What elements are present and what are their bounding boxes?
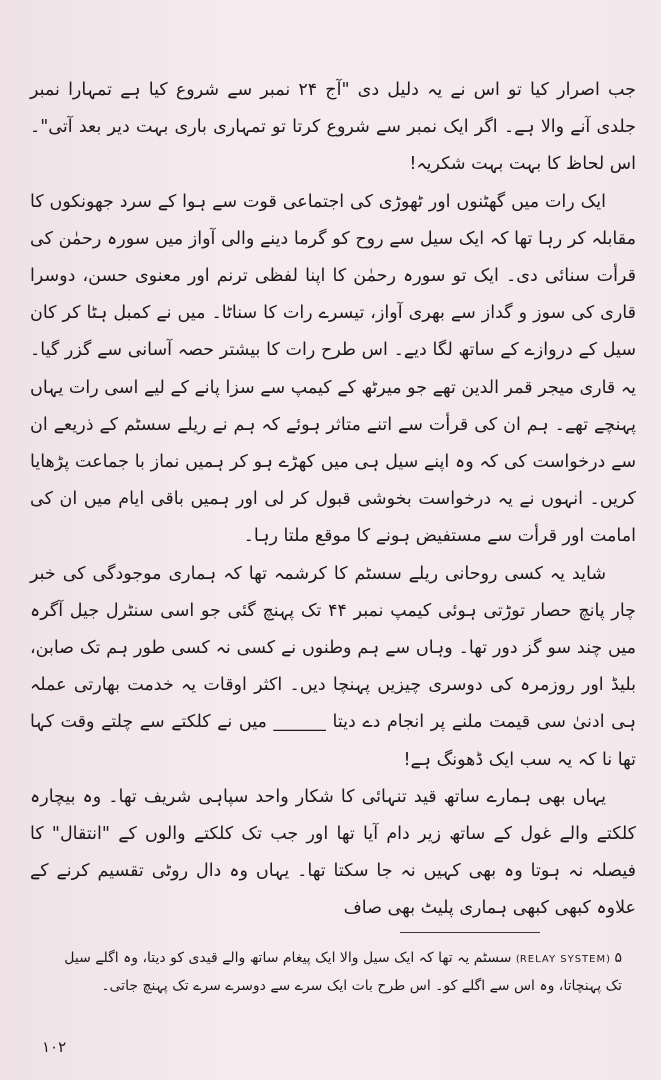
footnote-text: سسٹم یہ تھا کہ ایک سیل والا ایک پیغام ساتھ والے قیدی کو دیتا، وہ اگلے سیل تک پہنچاتا، وہ اس سے اگلے کو۔ اس طرح بات ایک سرے سے دوسرے سرے تک پہنچ جاتی۔: [64, 950, 622, 994]
paragraph-2: ایک رات میں گھٹنوں اور ٹھوڑی کی اجتماعی قوت سے ہوا کے سرد جھونکوں کا مقابلہ کر رہا تھا کہ ایک سیل سے روح کو گرما دینے والی آواز میں سورہ رحمٰن کی قرأت سنائی دی۔ ایک تو سورہ رحمٰن کا اپنا لفظی ترنم اور معنوی حسن، دوسرا قاری کی سوز و گداز سے بھری آواز، تیسرے رات کا سناٹا۔ میں نے کمبل ہٹا کر کان سیل کے دروازے کے ساتھ لگا دیے۔ اس طرح رات کا بیشتر حصہ آسانی سے گزر گیا۔ یہ قاری میجر قمر الدین تھے جو میرٹھ کے کیمپ سے سزا پانے کے لیے اسی رات یہاں پہنچے تھے۔ ہم ان کی قرأت سے اتنے متاثر ہوئے کہ ہم نے ریلے سسٹم کے ذریعے ان سے درخواست کی کہ وہ اپنے سیل ہی میں کھڑے ہو کر ہمیں نماز با جماعت پڑھایا کریں۔ انہوں نے یہ درخواست بخوشی قبول کر لی اور ہمیں باقی ایام میں ان کی امامت اور قرأت سے مستفیض ہونے کا موقع ملتا رہا۔: [30, 191, 636, 547]
footnote-divider: [400, 932, 540, 933]
paragraph-4: یہاں بھی ہمارے ساتھ قید تنہائی کا شکار واحد سپاہی شریف تھا۔ وہ بیچارہ کلکتے والے غول کے ساتھ زیر دام آیا تھا اور جب تک کلکتے والوں کے "انتقال" کا فیصلہ نہ ہوتا وہ بھی کہیں نہ جا سکتا تھا۔ یہاں وہ دال روٹی تقسیم کرنے کے علاوہ کبھی کبھی ہماری پلیٹ بھی صاف: [30, 786, 636, 919]
page-number: ۱۰۲: [42, 1038, 67, 1056]
paragraph-1: جب اصرار کیا تو اس نے یہ دلیل دی "آج ۲۴ نمبر سے شروع کیا ہے تمہارا نمبر جلدی آنے والا ہے۔ اگر ایک نمبر سے شروع کرتا تو تمہاری باری بہت دیر بعد آتی"۔ اس لحاظ کا بہت بہت شکریہ!: [30, 80, 636, 175]
paragraph-3: شاید یہ کسی روحانی ریلے سسٹم کا کرشمہ تھا کہ ہماری موجودگی کی خبر چار پانچ حصار توڑتی ہوئی کیمپ نمبر ۴۴ تک پہنچ گئی جو اسی سنٹرل جیل آگرہ میں چند سو گز دور تھا۔ وہاں سے ہم وطنوں نے کسی نہ کسی طور ہم تک صابن، بلیڈ اور روزمرہ کی دوسری چیزیں پہنچا دیں۔ اکثر اوقات یہ خدمت بھارتی عملہ ہی ادنیٰ سی قیمت ملنے پر انجام دے دیتا ______ میں نے کلکتے سے چلتے وقت کہا تھا نا کہ یہ سب ایک ڈھونگ ہے!: [30, 563, 636, 770]
footnote: [62, 945, 622, 1000]
body-text: [30, 72, 636, 928]
footnote-marker: ۵: [614, 950, 622, 966]
footnote-latin-term: (RELAY SYSTEM): [515, 954, 611, 965]
